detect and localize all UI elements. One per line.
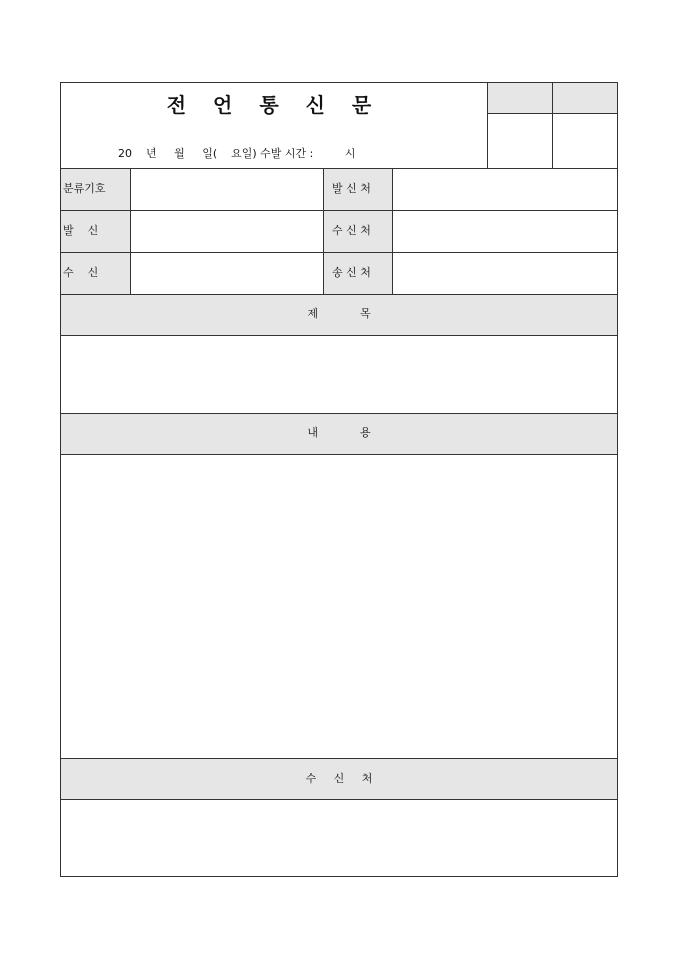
telegram-form [60, 82, 618, 877]
label-transmitting-office: 송 신 처 [332, 266, 371, 279]
form-title: 전 언 통 신 문 [166, 93, 382, 117]
label-sending-office: 발 신 처 [332, 182, 371, 195]
sender-field[interactable] [131, 211, 323, 252]
receiving-office-field[interactable] [393, 211, 617, 252]
content-field[interactable] [61, 455, 617, 758]
date-line: 20 년 월 일( 요일) 수발 시간 : 시 [118, 147, 356, 160]
label-sender: 발 신 [63, 224, 99, 237]
subject-header: 제 목 [307, 307, 371, 320]
label-receiver: 수 신 [63, 266, 99, 279]
recipient-header: 수 신 처 [305, 772, 373, 785]
transmitting-office-field[interactable] [393, 253, 617, 294]
label-classification-code: 분류기호 [63, 182, 106, 195]
classification-code-field[interactable] [131, 169, 323, 210]
recipient-field[interactable] [61, 800, 617, 876]
content-header: 내 용 [307, 426, 371, 439]
label-receiving-office: 수 신 처 [332, 224, 371, 237]
receiver-field[interactable] [131, 253, 323, 294]
sending-office-field[interactable] [393, 169, 617, 210]
subject-field[interactable] [61, 336, 617, 413]
approval-box-2[interactable] [552, 114, 617, 168]
approval-box-1[interactable] [487, 114, 552, 168]
